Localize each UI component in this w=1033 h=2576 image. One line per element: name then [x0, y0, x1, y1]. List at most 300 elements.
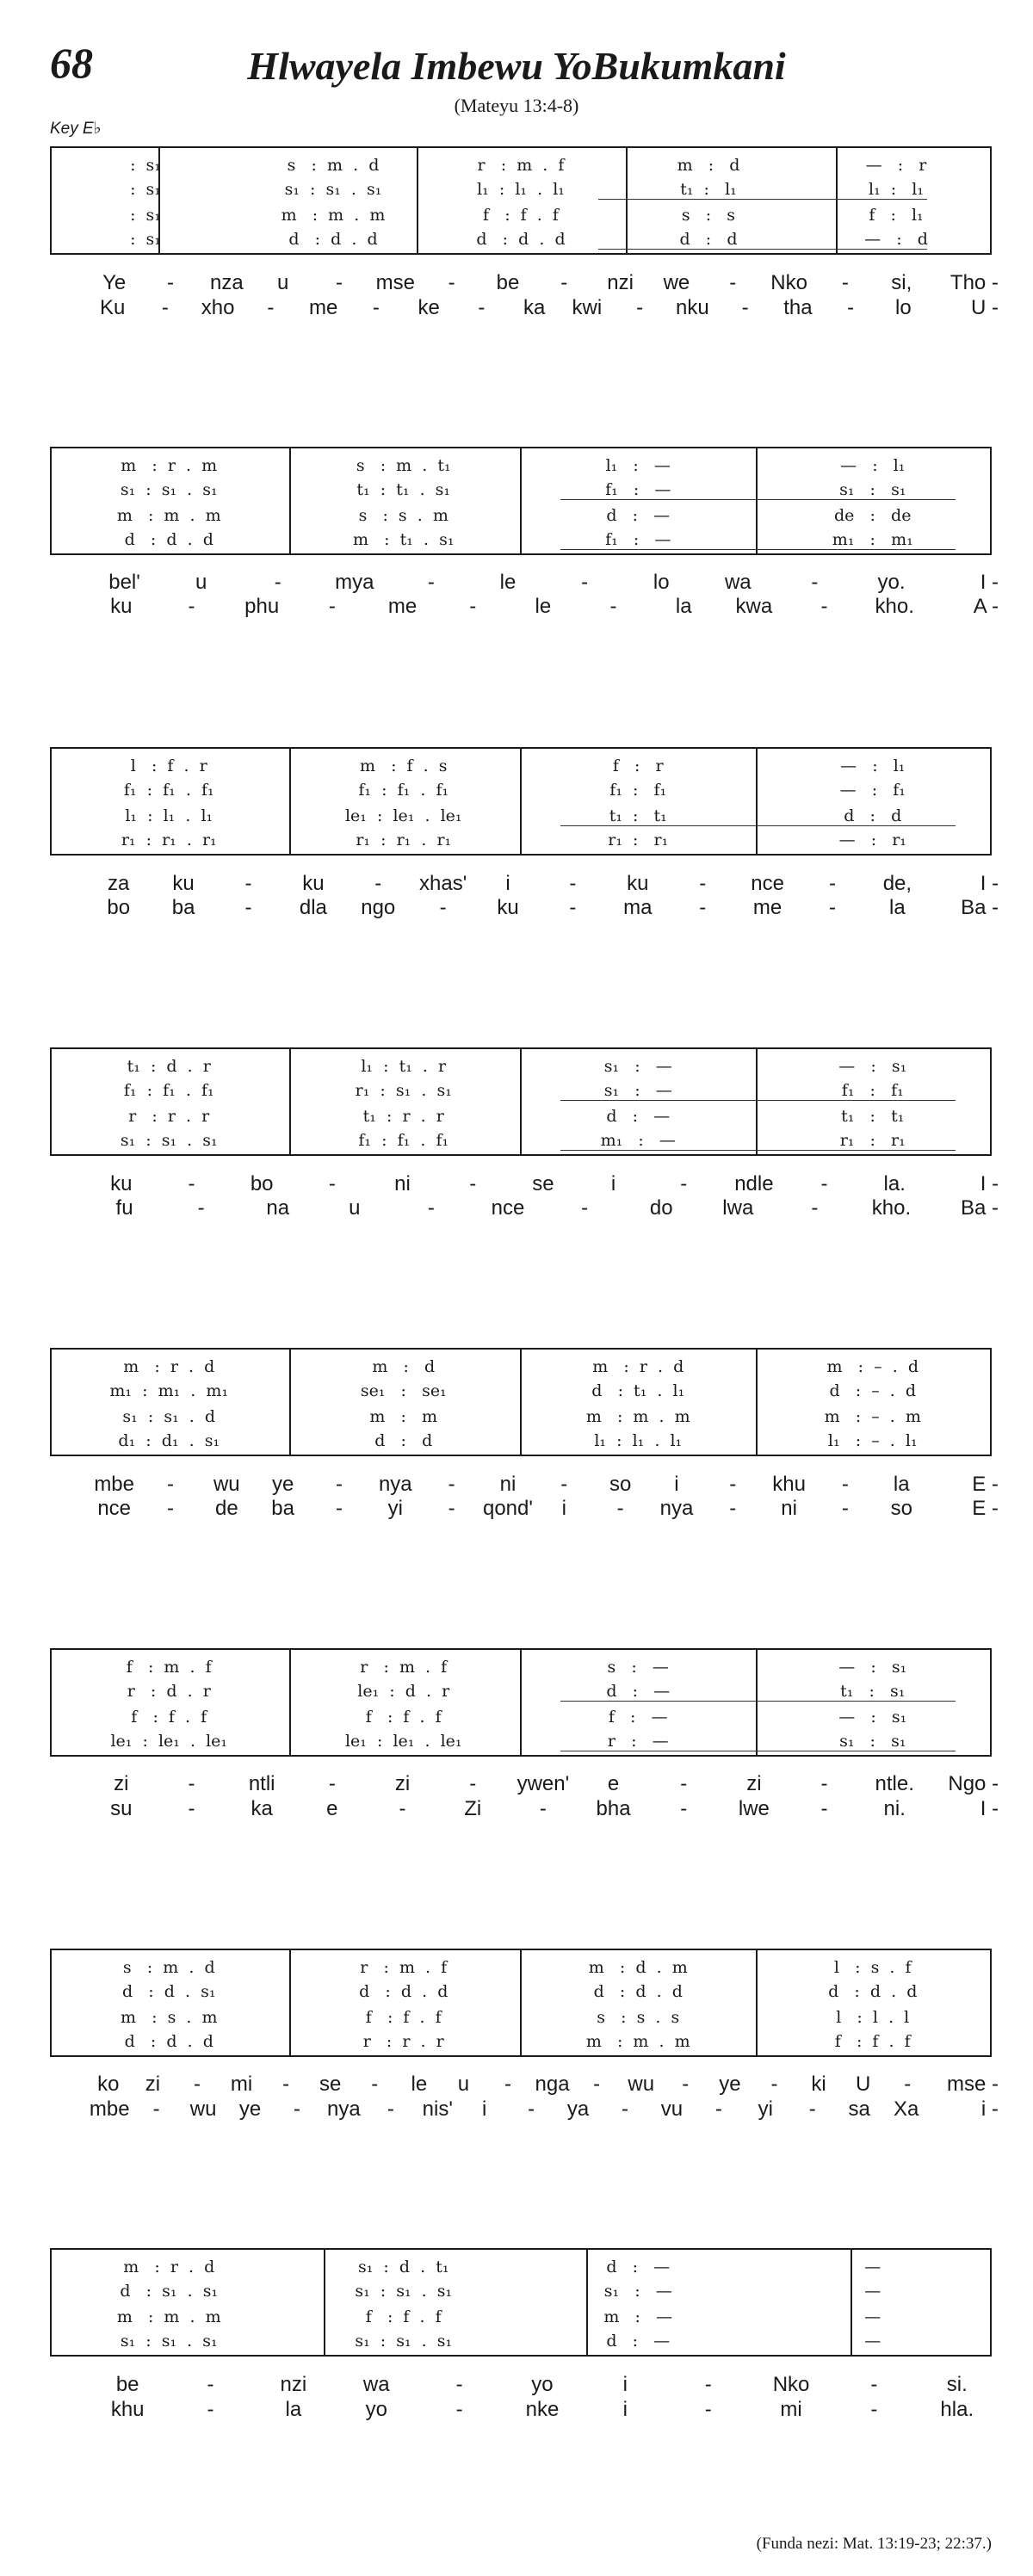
lyric-syllable: - — [704, 2398, 712, 2421]
note-cell: f : l₁ — [869, 206, 924, 225]
lyric-syllable: i — [505, 872, 510, 895]
lyric-syllable: - — [399, 1797, 406, 1820]
note-cell: — — [864, 2307, 881, 2326]
lyric-syllable: u — [276, 271, 289, 294]
lyric-syllable: yo. — [877, 571, 906, 594]
lyric-syllable: - — [560, 271, 568, 294]
lyric-syllable: mbe — [94, 1473, 134, 1496]
note-cell: d : d . d — [124, 2032, 213, 2051]
note-cell: f : f . f — [834, 2032, 911, 2051]
lyric-syllable: nga — [535, 2073, 570, 2096]
lyric-syllable: - — [609, 595, 617, 618]
lyric-syllable: kwa — [735, 595, 773, 618]
lyric-syllable: - — [504, 2073, 511, 2096]
lyric-syllable: ko — [97, 2073, 120, 2096]
note-cell: f₁ : f₁ . f₁ — [358, 1131, 449, 1150]
music-system — [50, 1348, 992, 1456]
lyric-syllable: mi — [230, 2073, 253, 2096]
lyric-syllable: de, — [882, 872, 912, 895]
lyric-syllable: kho. — [875, 595, 914, 618]
note-cell: d : d . d — [476, 230, 566, 249]
alto-row — [52, 479, 990, 500]
lyric-syllable: - — [593, 2073, 601, 2096]
lyric-syllable: la. — [883, 1172, 906, 1195]
bass-row — [52, 2331, 990, 2351]
soprano-row — [52, 756, 990, 776]
soprano-row — [52, 1657, 990, 1677]
note-cell: m : t₁ . s₁ — [353, 530, 455, 549]
music-system — [50, 447, 992, 555]
lyric-syllable: ku — [497, 896, 519, 919]
lyric-syllable: ya — [566, 2097, 590, 2121]
lyric-syllable: - — [335, 1497, 343, 1520]
note-cell: s : s — [681, 206, 736, 225]
lyric-syllable: yo — [531, 2373, 554, 2396]
note-cell: d : — — [606, 2258, 671, 2276]
lyric-syllable: ke — [418, 296, 440, 319]
note-cell: l₁ : — — [605, 456, 671, 475]
note-cell: s : m . t₁ — [356, 456, 451, 475]
lyric-syllable: - — [729, 1473, 737, 1496]
lyric-syllable: - — [680, 1772, 688, 1795]
lyric-syllable: lwa — [722, 1196, 754, 1220]
lyric-syllable: Ye — [102, 271, 127, 294]
song-subtitle: (Mateyu 13:4-8) — [454, 95, 579, 116]
note-cell: f₁ : f₁ . f₁ — [123, 781, 214, 800]
note-cell: d : d — [374, 1431, 433, 1450]
note-cell: s : s . s — [597, 2008, 680, 2027]
music-system — [50, 1047, 992, 1156]
lyric-syllable: - — [166, 1473, 174, 1496]
bass-row — [52, 1130, 990, 1151]
lyric-syllable: - — [448, 271, 455, 294]
lyric-syllable: - — [828, 872, 836, 895]
lyric-syllable: u — [457, 2073, 470, 2096]
lyric-syllable: phu — [244, 595, 280, 618]
note-cell: — : s₁ — [838, 1057, 907, 1076]
lyric-syllable: Zi — [464, 1797, 482, 1820]
lyric-syllable: - — [741, 296, 749, 319]
lyric-syllable: Nko — [770, 271, 807, 294]
note-cell: l₁ : l₁ — [869, 180, 924, 199]
note-cell: l₁ : l₁ . l₁ — [125, 806, 213, 825]
lyric-syllable: ye — [271, 1473, 294, 1496]
music-system — [50, 1648, 992, 1757]
lyric-syllable: - — [448, 1473, 455, 1496]
note-cell: d : d . d — [593, 1982, 683, 2001]
lyric-syllable: - — [274, 571, 281, 594]
tie-line — [560, 1100, 956, 1101]
lyric-syllable: la — [889, 896, 906, 919]
lyric-syllable: kwi — [572, 296, 603, 319]
lyric-syllable: ni — [499, 1473, 516, 1496]
lyric-syllable: zi — [394, 1772, 411, 1795]
lyric-syllable: kho. — [871, 1196, 912, 1220]
lyric-syllable: nce — [491, 1196, 525, 1220]
bass-row — [52, 1731, 990, 1751]
lyric-syllable: - — [811, 571, 819, 594]
lyric-line — [86, 871, 999, 897]
bass-row — [52, 1430, 990, 1451]
lyric-syllable: le — [535, 595, 552, 618]
lyric-syllable: - — [244, 896, 252, 919]
lyric-syllable: - — [699, 896, 707, 919]
note-cell: s : s . m — [358, 506, 448, 525]
soprano-row — [52, 155, 990, 176]
note-cell: m : m — [369, 1407, 438, 1426]
lyric-syllable: ba — [271, 1497, 294, 1520]
lyric-syllable: me — [752, 896, 782, 919]
note-cell: r : r . r — [362, 2032, 444, 2051]
lyric-syllable: ni — [781, 1497, 797, 1520]
note-cell: d : — — [606, 2332, 671, 2351]
lyric-syllable: A - — [973, 595, 999, 618]
alto-row — [52, 780, 990, 800]
note-cell: r : r . r — [128, 1107, 210, 1126]
lyric-syllable: so — [609, 1473, 632, 1496]
note-cell: f : f . f — [483, 206, 559, 225]
tenor-row — [52, 806, 990, 826]
lyric-syllable: so — [890, 1497, 912, 1520]
note-cell: d : – . d — [829, 1381, 917, 1400]
note-cell: f : f . f — [365, 2008, 442, 2027]
lyric-syllable: - — [841, 271, 849, 294]
lyric-syllable: i — [674, 1473, 679, 1496]
note-cell: d : d . d — [124, 530, 213, 549]
note-cell: l₁ : l₁ . l₁ — [477, 180, 565, 199]
note-cell: d : d . d — [288, 230, 378, 249]
lyric-syllable: wa — [362, 2373, 390, 2396]
note-cell: l : l . l — [836, 2008, 910, 2027]
note-cell: m : – . m — [824, 1407, 921, 1426]
note-cell: le₁ : le₁ . le₁ — [110, 1732, 228, 1751]
note-cell: m : — — [603, 2307, 673, 2326]
note-cell: s₁ : — — [603, 1081, 672, 1100]
note-cell: d₁ : d₁ . s₁ — [118, 1431, 220, 1450]
lyric-syllable: - — [427, 571, 435, 594]
lyric-syllable: i — [622, 2398, 628, 2421]
lyric-syllable: E - — [972, 1497, 999, 1520]
note-cell: m : s . m — [120, 2008, 218, 2027]
note-cell: f : — — [608, 1708, 668, 1727]
lyric-syllable: nya — [378, 1473, 412, 1496]
tie-line — [560, 549, 956, 550]
lyric-syllable: ku — [627, 872, 649, 895]
lyric-syllable: - — [448, 1497, 455, 1520]
note-cell: r : d . r — [127, 1682, 211, 1701]
alto-row — [52, 1681, 990, 1702]
lyric-syllable: - — [282, 2073, 290, 2096]
note-cell: — : f₁ — [839, 781, 906, 800]
lyric-syllable: ku — [110, 1172, 133, 1195]
note-cell: — : d — [864, 230, 928, 249]
lyric-syllable: nis' — [422, 2097, 453, 2121]
note-cell: f : r — [612, 757, 664, 775]
note-cell: f₁ : f₁ — [841, 1081, 904, 1100]
note-cell: m : d — [372, 1357, 436, 1376]
note-cell: l₁ : – . l₁ — [827, 1431, 918, 1450]
note-cell: m : – . d — [826, 1357, 919, 1376]
note-cell: — — [864, 2332, 881, 2351]
lyric-syllable: - — [328, 595, 336, 618]
tie-line — [560, 499, 956, 500]
lyric-syllable: be — [115, 2373, 139, 2396]
lyric-syllable: - — [335, 1473, 343, 1496]
lyric-syllable: - — [244, 872, 252, 895]
lyric-syllable: - — [714, 2097, 722, 2121]
lyric-syllable: dla — [299, 896, 327, 919]
lyric-syllable: we — [663, 271, 690, 294]
note-cell: t₁ : t₁ — [609, 806, 667, 825]
note-cell: r₁ : r₁ . r₁ — [121, 831, 217, 849]
lyric-syllable: i — [482, 2097, 487, 2121]
note-cell: d : d . s₁ — [122, 1982, 216, 2001]
lyric-syllable: nce — [97, 1497, 132, 1520]
note-cell: : s₁ — [130, 206, 161, 225]
lyric-syllable: - — [455, 2373, 463, 2396]
lyric-syllable: - — [166, 1497, 174, 1520]
note-cell: m : m . m — [116, 2307, 221, 2326]
lyric-syllable: ni. — [883, 1797, 906, 1820]
lyric-syllable: ku — [110, 595, 133, 618]
lyric-syllable: - — [870, 2373, 878, 2396]
note-cell: m₁ : — — [600, 1131, 676, 1150]
lyric-syllable: - — [188, 595, 195, 618]
lyric-syllable: mse - — [946, 2073, 999, 2096]
song-number: 68 — [50, 39, 93, 87]
lyric-syllable: ntle. — [875, 1772, 914, 1795]
alto-row — [52, 1080, 990, 1101]
note-cell: — : l₁ — [840, 456, 906, 475]
lyric-line — [86, 1771, 999, 1797]
lyric-syllable: Ngo - — [948, 1772, 999, 1795]
lyric-syllable: ye — [719, 2073, 741, 2096]
tie-line — [560, 1701, 956, 1702]
lyric-syllable: - — [680, 1797, 688, 1820]
lyric-syllable: - — [820, 1797, 828, 1820]
note-cell: d : d . d — [828, 1982, 918, 2001]
lyric-syllable: - — [328, 1172, 336, 1195]
music-system — [50, 747, 992, 856]
lyric-line — [86, 1472, 999, 1498]
lyric-syllable: se — [532, 1172, 554, 1195]
lyric-line — [86, 594, 999, 620]
lyric-line — [86, 1171, 999, 1197]
bass-row — [52, 830, 990, 850]
note-cell: f₁ : — — [605, 530, 671, 549]
note-cell: d : s₁ . s₁ — [120, 2282, 219, 2301]
note-cell: d : — — [606, 506, 671, 525]
note-cell: s₁ : s₁ . d — [122, 1407, 216, 1426]
lyric-syllable: - — [293, 2097, 300, 2121]
lyric-syllable: ku — [172, 872, 195, 895]
lyric-syllable: nya — [659, 1497, 694, 1520]
note-cell: — : r — [865, 156, 927, 175]
lyric-syllable: lwe — [738, 1797, 770, 1820]
lyric-syllable: - — [328, 1772, 336, 1795]
alto-row — [52, 1381, 990, 1401]
note-cell: m₁ : m₁ — [832, 530, 913, 549]
note-cell: m : r . d — [123, 1357, 215, 1376]
lyric-syllable: si. — [946, 2373, 968, 2396]
song-title: Hlwayela Imbewu YoBukumkani — [247, 44, 786, 88]
tie-line — [560, 1150, 956, 1151]
note-cell: m : r . d — [123, 2258, 215, 2276]
tie-line — [598, 249, 928, 250]
lyric-syllable: wu — [628, 2073, 655, 2096]
lyric-syllable: bel' — [108, 571, 140, 594]
note-cell: m : f . s — [359, 757, 448, 775]
lyric-syllable: I - — [980, 872, 999, 895]
lyric-syllable: Ba - — [961, 1196, 999, 1220]
note-cell: m : d — [677, 156, 740, 175]
lyric-line — [86, 1796, 999, 1822]
lyric-syllable: - — [469, 1772, 477, 1795]
lyric-syllable: ntli — [248, 1772, 275, 1795]
lyric-syllable: - — [469, 595, 477, 618]
note-cell: r₁ : s₁ . s₁ — [355, 1081, 452, 1100]
lyric-syllable: - — [636, 296, 644, 319]
note-cell: d : d . d — [359, 1982, 448, 2001]
lyric-line — [86, 295, 999, 321]
bass-row — [52, 2031, 990, 2052]
lyric-syllable: - — [729, 1497, 737, 1520]
lyric-syllable: - — [207, 2373, 214, 2396]
lyric-syllable: ndle — [734, 1172, 774, 1195]
lyric-syllable: - — [904, 2073, 912, 2096]
lyric-syllable: - — [193, 2073, 201, 2096]
note-cell: r₁ : r₁ . r₁ — [356, 831, 452, 849]
lyric-syllable: su — [110, 1797, 133, 1820]
tenor-row — [52, 1406, 990, 1427]
lyric-syllable: u — [349, 1196, 361, 1220]
tie-line — [598, 199, 928, 200]
lyric-syllable: E - — [972, 1473, 999, 1496]
lyric-line — [86, 895, 999, 921]
lyric-syllable: ma — [623, 896, 653, 919]
note-cell: f₁ : f₁ . f₁ — [358, 781, 449, 800]
lyric-line — [86, 270, 999, 296]
lyric-line — [86, 2372, 999, 2398]
note-cell: s₁ : d . t₁ — [357, 2258, 449, 2276]
note-cell: — — [864, 2258, 881, 2276]
lyric-syllable: - — [569, 872, 577, 895]
lyric-syllable: wu — [189, 2097, 217, 2121]
lyric-syllable: ka — [251, 1797, 273, 1820]
lyric-syllable: - — [870, 2398, 878, 2421]
lyric-syllable: - — [387, 2097, 394, 2121]
lyric-syllable: U — [855, 2073, 871, 2096]
lyric-syllable: - — [581, 1196, 589, 1220]
lyric-syllable: fu — [115, 1196, 133, 1220]
lyric-syllable: la — [675, 595, 692, 618]
lyric-syllable: be — [496, 271, 520, 294]
lyric-syllable: yi — [758, 2097, 774, 2121]
lyric-syllable: de — [214, 1497, 238, 1520]
lyric-syllable: - — [616, 1497, 624, 1520]
lyric-syllable: - — [455, 2398, 463, 2421]
note-cell: — — [864, 2282, 881, 2301]
lyric-syllable: - — [469, 1172, 477, 1195]
lyric-syllable: zi — [114, 1772, 129, 1795]
note-cell: f : f . f — [131, 1708, 207, 1727]
lyric-syllable: - — [197, 1196, 205, 1220]
lyric-syllable: - — [161, 296, 169, 319]
note-cell: de : de — [834, 506, 912, 525]
lyric-syllable: - — [207, 2398, 214, 2421]
note-cell: t₁ : t₁ — [841, 1107, 905, 1126]
lyric-syllable: yi — [387, 1497, 403, 1520]
lyric-syllable: wu — [213, 1473, 240, 1496]
note-cell: : s₁ — [130, 180, 161, 199]
lyric-syllable: me — [308, 296, 338, 319]
lyric-syllable: mi — [780, 2398, 802, 2421]
soprano-row — [52, 1356, 990, 1377]
lyric-syllable: i — [610, 1172, 616, 1195]
note-cell: : s₁ — [130, 156, 161, 175]
lyric-syllable: hla. — [940, 2398, 974, 2421]
lyric-syllable: - — [682, 2073, 690, 2096]
note-cell: s₁ : s₁ . s₁ — [120, 1131, 218, 1150]
lyric-syllable: - — [704, 2373, 712, 2396]
lyric-syllable: nzi — [280, 2373, 307, 2396]
note-cell: — : s₁ — [838, 1658, 907, 1677]
lyric-syllable: sa — [848, 2097, 870, 2121]
lyric-syllable: khu — [110, 2398, 145, 2421]
note-cell: s : m . d — [287, 156, 380, 175]
lyric-syllable: Nko — [772, 2373, 810, 2396]
note-cell: t₁ : t₁ . s₁ — [356, 480, 451, 499]
lyric-syllable: i — [561, 1497, 566, 1520]
alto-row — [52, 179, 990, 200]
note-cell: s₁ : s₁ . s₁ — [120, 480, 218, 499]
music-system — [50, 2248, 992, 2357]
note-cell: : s₁ — [130, 230, 161, 249]
note-cell: f : f . f — [365, 1708, 442, 1727]
lyric-syllable: xho — [201, 296, 235, 319]
lyric-syllable: e — [607, 1772, 620, 1795]
lyric-syllable: - — [166, 271, 174, 294]
note-cell: s₁ : — — [603, 1057, 672, 1076]
note-cell: d : d — [679, 230, 738, 249]
lyric-syllable: ka — [523, 296, 546, 319]
lyric-syllable: - — [188, 1772, 195, 1795]
lyric-syllable: - — [820, 595, 828, 618]
note-cell: f₁ : — — [605, 480, 671, 499]
note-cell: s₁ : s₁ . s₁ — [120, 2332, 218, 2351]
note-cell: r : m . f — [477, 156, 565, 175]
lyric-syllable: Ba - — [961, 896, 999, 919]
lyric-line — [86, 2072, 999, 2097]
note-cell: — : s₁ — [838, 1708, 907, 1727]
tenor-row — [52, 2307, 990, 2327]
soprano-row — [52, 2257, 990, 2277]
note-cell: s₁ : s₁ — [839, 480, 906, 499]
lyric-syllable: nku — [676, 296, 709, 319]
lyric-syllable: - — [188, 1797, 195, 1820]
lyric-line — [86, 1195, 999, 1221]
note-cell: m : m . m — [585, 2032, 690, 2051]
lyric-syllable: ye — [238, 2097, 262, 2121]
lyric-syllable: mya — [335, 571, 374, 594]
lyric-syllable: nza — [209, 271, 244, 294]
tenor-row — [52, 505, 990, 526]
lyric-syllable: si, — [891, 271, 912, 294]
note-cell: r₁ : r₁ — [608, 831, 669, 849]
lyric-syllable: zi — [746, 1772, 762, 1795]
note-cell: — : l₁ — [840, 757, 906, 775]
lyric-syllable: - — [680, 1172, 688, 1195]
